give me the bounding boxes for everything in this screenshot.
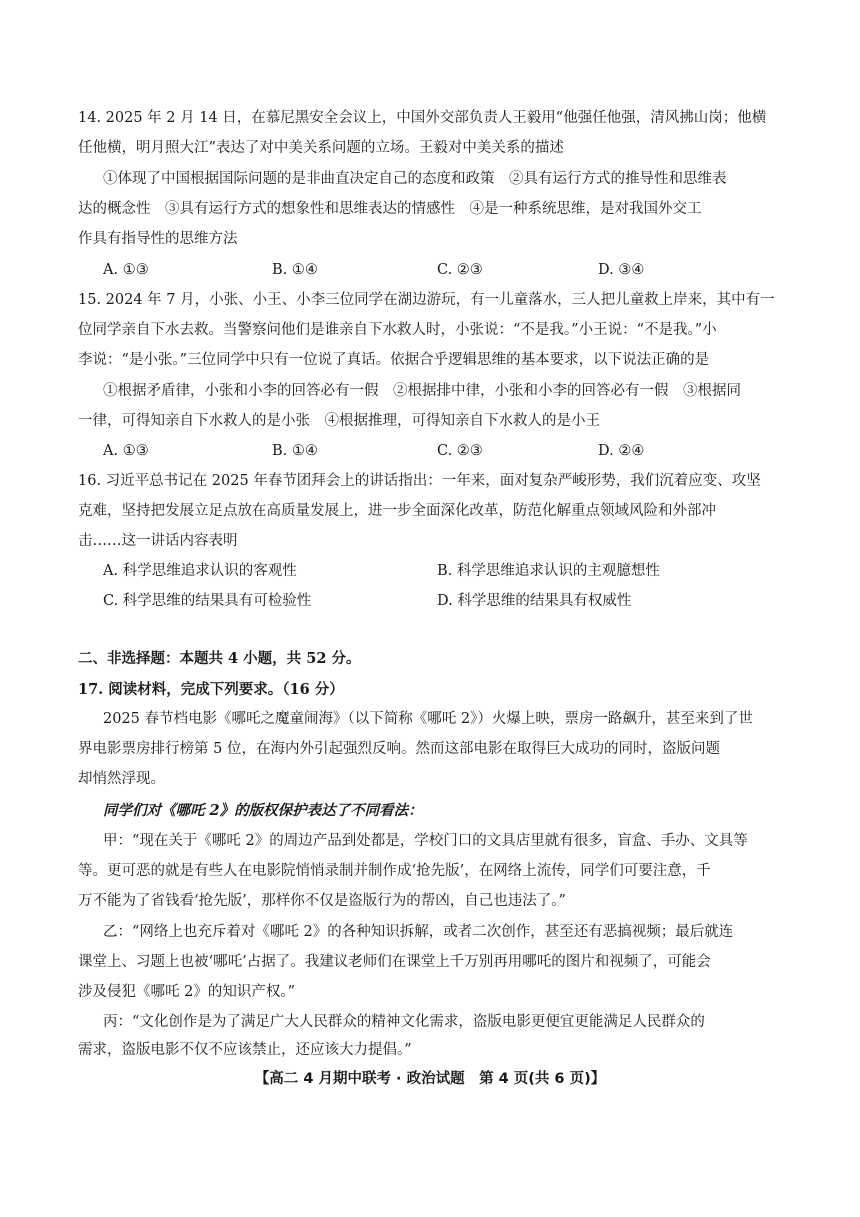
question-14-option-d: D. ③④: [598, 262, 645, 278]
opinion-jia-line: 万不能为了省钱看‘抢先版’，那样你不仅是盗版行为的帮凶，自己也违法了。”: [78, 893, 566, 909]
question-14-stem-line: 任他横，明月照大江”表达了对中美关系问题的立场。王毅对中美关系的描述: [78, 140, 564, 156]
question-16-stem-line: 16. 习近平总书记在 2025 年春节团拜会上的讲话指出：一年来，面对复杂严峻形势，我们沉着应变、攻坚: [78, 473, 761, 489]
question-17-title: 17. 阅读材料，完成下列要求。（16 分）: [78, 681, 344, 698]
opinion-yi-line: 乙：“网络上也充斥着对《哪吒 2》的各种知识拆解，或者二次创作，甚至还有恶搞视频；最后就连: [103, 924, 734, 940]
question-16-option-c: C. 科学思维的结果具有可检验性: [103, 593, 312, 609]
question-14-statement-line: ①体现了中国根据国际问题的是非曲直决定自己的态度和政策 ②具有运行方式的推导性和思维表: [103, 171, 727, 187]
material-paragraph-line: 却悄然浮现。: [78, 771, 165, 787]
question-15-stem-line: 李说：“是小张。”三位同学中只有一位说了真话。依据合乎逻辑思维的基本要求，以下说法正确的是: [78, 352, 710, 368]
question-16-stem-line: 击……这一讲话内容表明: [78, 533, 238, 549]
question-16-option-a: A. 科学思维追求认识的客观性: [103, 563, 297, 579]
question-15-option-a: A. ①③: [103, 443, 149, 459]
opinion-bing-line: 需求，盗版电影不仅不应该禁止，还应该大力提倡。”: [78, 1042, 412, 1058]
page-footer: 【高二 4 月期中联考 · 政治试题 第 4 页(共 6 页)】: [254, 1071, 606, 1087]
question-15-stem-line: 位同学亲自下水去救。当警察问他们是谁亲自下水救人时，小张说：“不是我。”小王说：“不是我。”小: [78, 322, 717, 338]
question-16-option-d: D. 科学思维的结果具有权威性: [437, 593, 632, 609]
question-15-option-d: D. ②④: [598, 443, 645, 459]
opinion-bing-line: 丙：“文化创作是为了满足广大人民群众的精神文化需求，盗版电影更便宜更能满足人民群众的: [103, 1014, 705, 1030]
opinion-yi-line: 涉及侵犯《哪吒 2》的知识产权。”: [78, 984, 295, 1000]
question-15-option-c: C. ②③: [437, 443, 483, 459]
question-14-option-c: C. ②③: [437, 262, 483, 278]
question-15-option-b: B. ①④: [272, 443, 318, 459]
question-15-statement-line: ①根据矛盾律，小张和小李的回答必有一假 ②根据排中律，小张和小李的回答必有一假 ③根据同: [103, 383, 741, 399]
opinion-jia-line: 等。更可恶的就是有些人在电影院悄悄录制并制作成‘抢先版’，在网络上流传，同学们可要注意，千: [78, 863, 711, 879]
question-14-statement-line: 达的概念性 ③具有运行方式的想象性和思维表达的情感性 ④是一种系统思维，是对我国外交工: [78, 201, 702, 217]
question-15-stem-line: 15. 2024 年 7 月，小张、小王、小李三位同学在湖边游玩，有一儿童落水，三人把儿童救上岸来，其中有一: [78, 292, 775, 308]
section-heading: 二、非选择题：本题共 4 小题，共 52 分。: [78, 650, 361, 667]
opinions-intro: 同学们对《哪吒 2》的版权保护表达了不同看法：: [103, 802, 423, 819]
question-14-option-b: B. ①④: [272, 262, 318, 278]
material-paragraph-line: 2025 春节档电影《哪吒之魔童闹海》（以下简称《哪吒 2》）火爆上映，票房一路飙升，甚至来到了世: [103, 711, 753, 727]
opinion-yi-line: 课堂上、习题上也被‘哪吒’占据了。我建议老师们在课堂上千万别再用哪吒的图片和视频了，可能会: [78, 954, 711, 970]
question-16-stem-line: 克难，坚持把发展立足点放在高质量发展上，进一步全面深化改革，防范化解重点领域风险和外部冲: [78, 503, 716, 519]
material-paragraph-line: 界电影票房排行榜第 5 位，在海内外引起强烈反响。然而这部电影在取得巨大成功的同时，盗版问题: [78, 741, 720, 757]
opinion-jia-line: 甲：“现在关于《哪吒 2》的周边产品到处都是，学校门口的文具店里就有很多，盲盒、手办、文具等: [103, 833, 748, 849]
question-14-stem-line: 14. 2025 年 2 月 14 日，在慕尼黑安全会议上，中国外交部负责人王毅用“他强任他强，清风拂山岗；他横: [78, 110, 767, 126]
question-15-statement-line: 一律，可得知亲自下水救人的是小张 ④根据推理，可得知亲自下水救人的是小王: [78, 413, 600, 429]
question-16-option-b: B. 科学思维追求认识的主观臆想性: [437, 563, 660, 579]
question-14-option-a: A. ①③: [103, 262, 149, 278]
question-14-statement-line: 作具有指导性的思维方法: [78, 231, 238, 247]
